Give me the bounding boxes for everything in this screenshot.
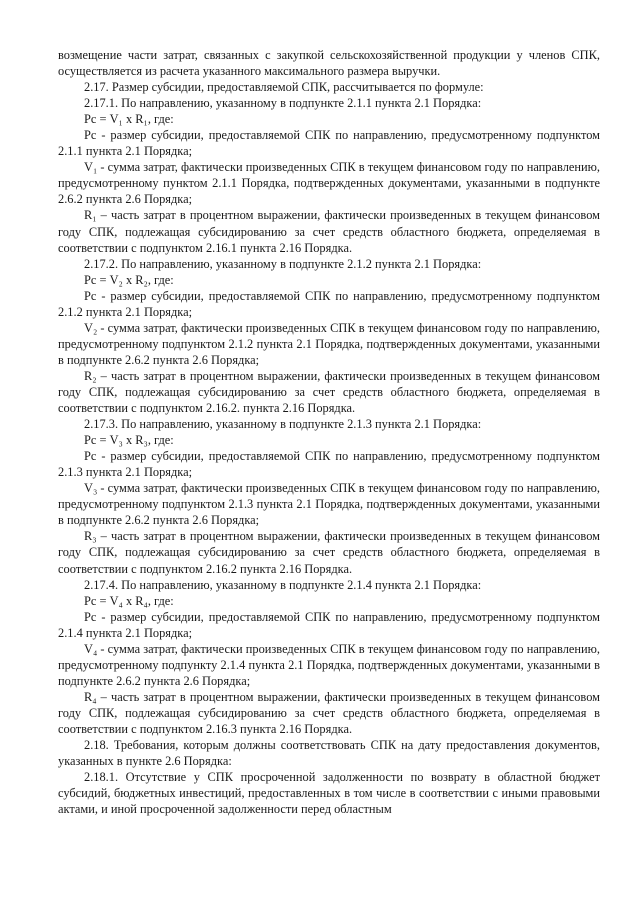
paragraph: R₁ – часть затрат в процентном выражении, фактически произведенных в текущем финансовом году СПК, подлежащая субсидированию за счет средств областного бюджета, определяемая в соответствии с подпунктом 2.16.1 пункта 2.16 Порядка. [58, 208, 600, 255]
paragraph: R₄ – часть затрат в процентном выражении, фактически произведенных в текущем финансовом году СПК, подлежащая субсидированию за счет средств областного бюджета, определяемая в соответствии с подпунктом 2.16.3 пункта 2.16 Порядка. [58, 689, 600, 736]
paragraph: Рс - размер субсидии, предоставляемой СПК по направлению, предусмотренному подпунктом 2.1.2 пункта 2.1 Порядка; [58, 288, 600, 319]
paragraph: 2.17.1. По направлению, указанному в подпункте 2.1.1 пункта 2.1 Порядка: [84, 96, 482, 111]
paragraph: Рс - размер субсидии, предоставляемой СПК по направлению, предусмотренному подпунктом 2.1.4 пункта 2.1 Порядка; [58, 609, 600, 640]
formula: Рс = V₃ х R₃, где: [84, 433, 174, 448]
paragraph: V₂ - сумма затрат, фактически произведенных СПК в текущем финансовом году по направлению, предусмотренному подпунктом 2.1.2 пункта 2.1 Порядка, подтвержденных документами, указанными в подпункте 2.6.2 пункта 2.6 Порядка; [58, 320, 600, 367]
paragraph: возмещение части затрат, связанных с закупкой сельскохозяйственной продукции у членов СПК, осуществляется из расчета указанного максимального размера выручки. [58, 48, 600, 79]
formula: Рс = V₄ х R₄, где: [84, 593, 174, 608]
paragraph: 2.18. Требования, которым должны соответствовать СПК на дату предоставления документов, указанных в пункте 2.6 Порядка: [58, 738, 600, 769]
paragraph: 2.18.1. Отсутствие у СПК просроченной задолженности по возврату в областной бюджет субсидий, бюджетных инвестиций, предоставленных в том числе в соответствии с иными правовыми актами, и иной просроченной задолженности перед областным [58, 770, 600, 817]
paragraph: R₃ – часть затрат в процентном выражении, фактически произведенных в текущем финансовом году СПК, подлежащая субсидированию за счет средств областного бюджета, определяемая в соответствии с подпунктом 2.16.2 пункта 2.16 Порядка. [58, 529, 600, 576]
document-page [58, 47, 600, 817]
paragraph: Рс - размер субсидии, предоставляемой СПК по направлению, предусмотренному подпунктом 2.1.3 пункта 2.1 Порядка; [58, 449, 600, 480]
paragraph: Рс - размер субсидии, предоставляемой СПК по направлению, предусмотренному подпунктом 2.1.1 пункта 2.1 Порядка; [58, 128, 600, 159]
formula: Рс = V₁ х R₁, где: [84, 112, 174, 127]
paragraph: V₃ - сумма затрат, фактически произведенных СПК в текущем финансовом году по направлению, предусмотренному подпунктом 2.1.3 пункта 2.1 Порядка, подтвержденных документами, указанными в подпункте 2.6.2 пункта 2.6 Порядка; [58, 481, 600, 528]
paragraph: 2.17.2. По направлению, указанному в подпункте 2.1.2 пункта 2.1 Порядка: [84, 256, 482, 271]
formula: Рс = V₂ х R₂, где: [84, 272, 174, 287]
paragraph: 2.17. Размер субсидии, предоставляемой СПК, рассчитывается по формуле: [84, 80, 484, 95]
paragraph: 2.17.4. По направлению, указанному в подпункте 2.1.4 пункта 2.1 Порядка: [84, 577, 482, 592]
paragraph: 2.17.3. По направлению, указанному в подпункте 2.1.3 пункта 2.1 Порядка: [84, 417, 482, 432]
paragraph: V₁ - сумма затрат, фактически произведенных СПК в текущем финансовом году по направлению, предусмотренному пунктом 2.1.1 Порядка, подтвержденных документами, указанными в подпункте 2.6.2 пункта 2.6 Порядка; [58, 160, 600, 207]
paragraph: V₄ - сумма затрат, фактически произведенных СПК в текущем финансовом году по направлению, предусмотренному подпункту 2.1.4 пункта 2.1 Порядка, подтвержденных документами, указанными в подпункте 2.6.2 пункта 2.6 Порядка; [58, 641, 600, 688]
paragraph: R₂ – часть затрат в процентном выражении, фактически произведенных в текущем финансовом году СПК, подлежащая субсидированию за счет средств областного бюджета, определяемая в соответствии с подпунктом 2.16.2. пункта 2.16 Порядка. [58, 368, 600, 416]
